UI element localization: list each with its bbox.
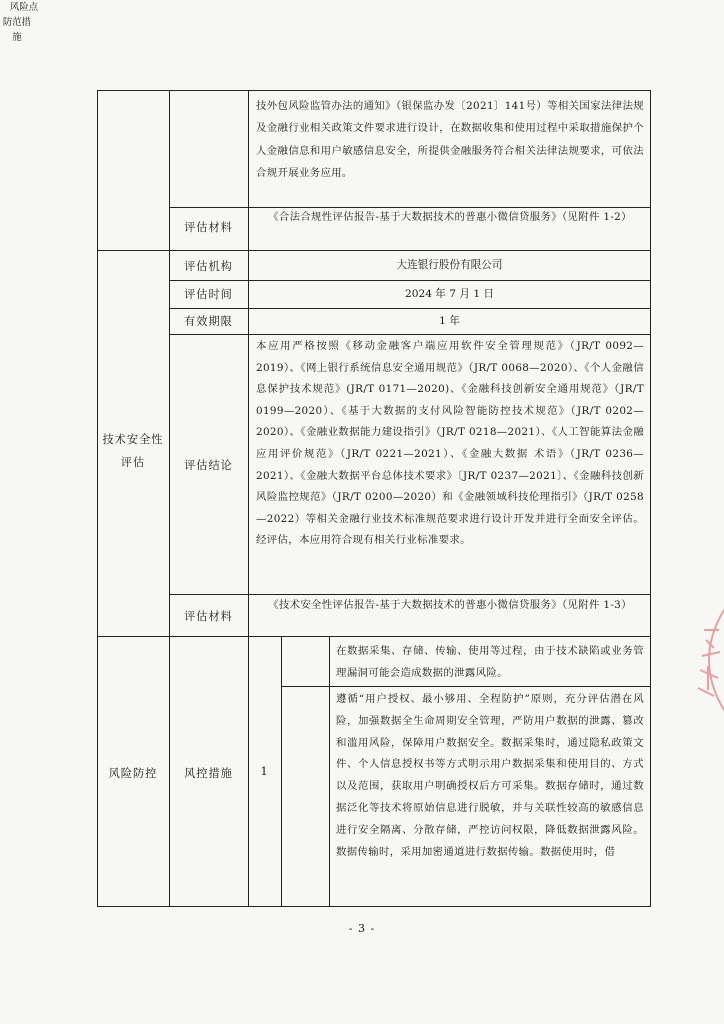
time-label: 评估时间 (184, 288, 233, 301)
row-divider (169, 334, 651, 335)
risk-point-value: 在数据采集、存储、传输、使用等过程，由于技术缺陷或业务管理漏洞可能会造成数据的泄露风险。 (336, 645, 644, 679)
col-divider-3 (281, 636, 282, 907)
row-divider (169, 280, 651, 281)
conclusion-value: 本应用严格按照《移动金融客户端应用软件安全管理规范》（JR/T 0092—2019）、《网上银行系统信息安全通用规范》（JR/T 0068—2020）、《个人金融信息保护技术规范》(JR/T 0171—2020)、《金融科技创新安全通用规范》（JR/T 0199—2020）、《基于大数据的支付风险智能防控技术规范》（JR/T 0202—2020）、《金融业数据能力建设指引》（JR/T 0218—2021）、《人工智能算法金融应用评价规范》（JR/T 0221—2021）、《金融大数据 术语》（JR/T 0236—2021）、《金融大数据平台总体技术要求》〔JR/T 0237—2021〕、《金融科技创新风险监控规范》（JR/T 0200—2020）和《金融领域科技伦理指引》（JR/T 0258—2022）等相关金融行业技术标准规范要求进行设计开发并进行全面安全评估。经评估，本应用符合现有相关行业标准要求。 (256, 340, 644, 547)
measure-index: 1 (260, 765, 269, 778)
prevent-value: 遵循“用户授权、最小够用、全程防护”原则，充分评估潜在风险，加强数据全生命周期安全管理，严防用户数据的泄露、篡改和滥用风险，保障用户数据安全。数据采集时，通过隐私政策文件、个人信息授权书等方式明示用户数据采集和使用目的、方式以及范围，获取用户明确授权后方可采集。数据存储时，通过数据泛化等技术将原始信息进行脱敏，并与关联性较高的敏感信息进行安全隔离、分散存储，严控访问权限，降低数据泄露风险。数据传输时，采用加密通道进行数据传输。数据使用时，借 (336, 693, 644, 858)
valid-label: 有效期限 (184, 315, 233, 328)
col-divider-1 (169, 90, 170, 907)
row-divider (97, 636, 651, 637)
valid-value: 1 年 (439, 315, 460, 327)
row-divider (281, 686, 651, 687)
measure-label: 风控措施 (184, 767, 233, 780)
conclusion-label: 评估结论 (184, 459, 233, 472)
risk-category: 风险防控 (108, 767, 158, 780)
tech-materials-label: 评估材料 (184, 610, 233, 623)
row-divider (169, 308, 651, 309)
risk-point-label: 风险点 (9, 2, 39, 13)
page-number: - 3 - (348, 922, 376, 935)
materials-value: 《合法合规性评估报告-基于大数据技术的普惠小微信贷服务》（见附件 1-2） (268, 211, 632, 223)
col-divider-4 (329, 636, 330, 907)
tech-materials-value: 《技术安全性评估报告-基于大数据技术的普惠小微信贷服务》（见附件 1-3） (268, 599, 632, 611)
tech-security-category: 技术安全性评估 (102, 433, 164, 469)
compliance-paragraph: 技外包风险监管办法的通知》（银保监办发〔2021〕141号）等相关国家法律法规及金融行业相关政策文件要求进行设计，在数据收集和使用过程中采取措施保护个人金融信息和用户敏感信息安全，所提供金融服务符合相关法律法规要求，可依法合规开展业务应用。 (256, 100, 644, 180)
org-value: 大连银行股份有限公司 (396, 259, 503, 271)
seal-stamp-icon (684, 600, 724, 720)
org-label: 评估机构 (184, 260, 233, 273)
col-divider-2 (248, 90, 249, 907)
prevent-label: 防范措施 (2, 17, 32, 43)
time-value: 2024 年 7 月 1 日 (404, 288, 495, 300)
materials-label: 评估材料 (184, 221, 233, 234)
row-divider (97, 250, 651, 251)
